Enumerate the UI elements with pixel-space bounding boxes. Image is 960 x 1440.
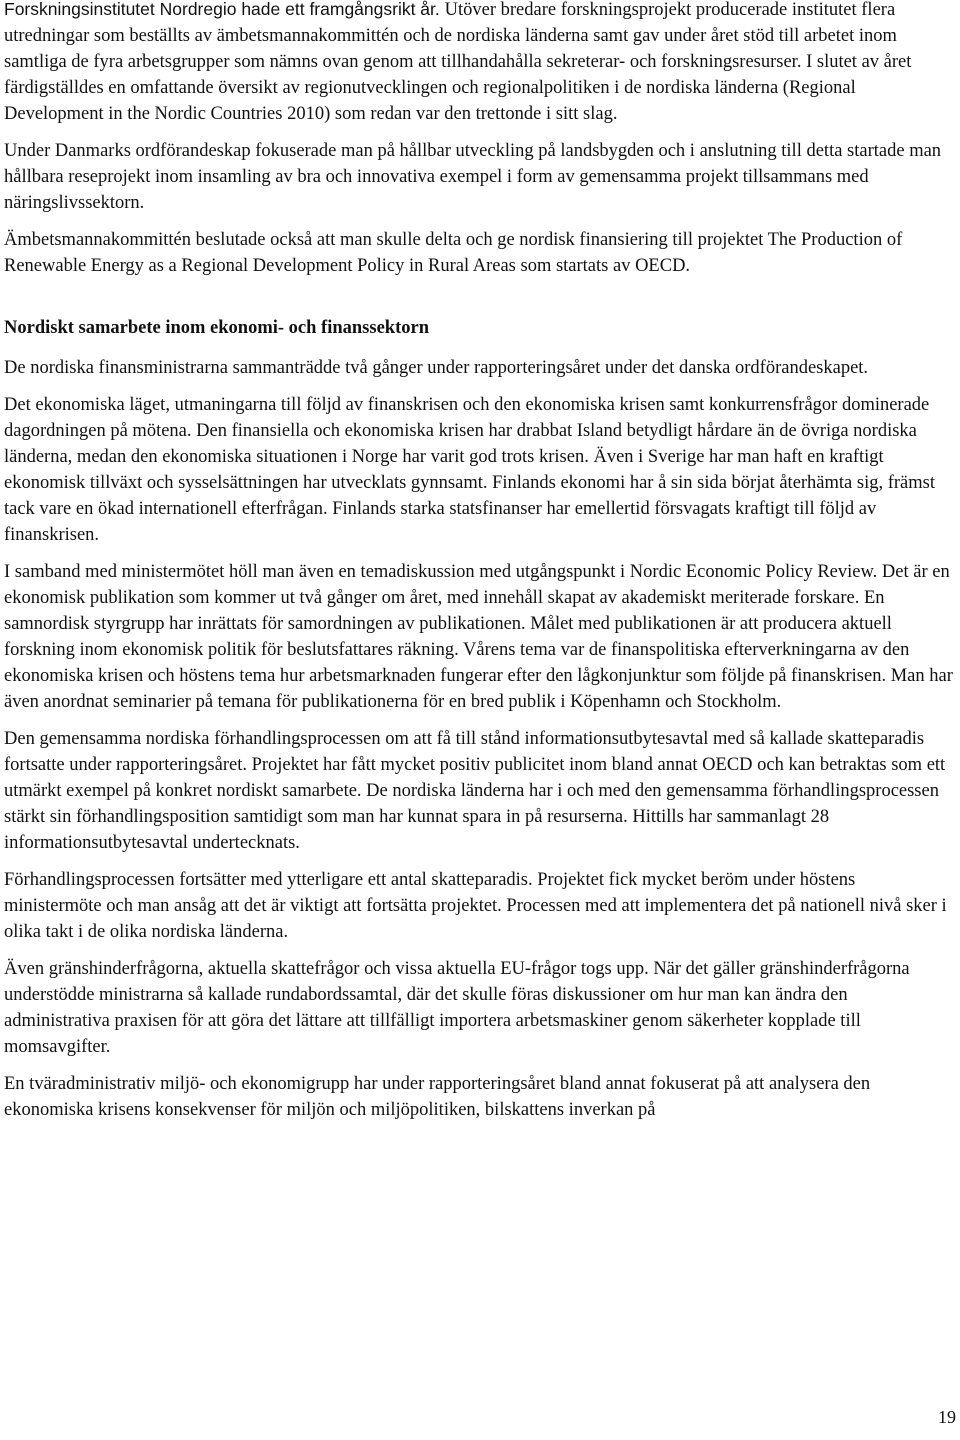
paragraph-nordregio	[4, 0, 956, 127]
paragraph-economic-situation: Det ekonomiska läget, utmaningarna till följd av finanskrisen och den ekonomiska krisen samt konkurrensfrågor dominerade dagordningen på mötena. Den finansiella och ekonomiska krisen har drabbat Island betydligt hårdare än de övriga nordiska länderna, medan den ekonomiska situationen i Norge har varit god trots krisen. Även i Sverige har man haft en kraftigt ekonomisk tillväxt och sysselsättningen har utvecklats gynnsamt. Finlands ekonomi har å sin sida börjat återhämta sig, främst tack vare en ökad internationell efterfrågan. Finlands starka statsfinanser har emellertid försvagats kraftigt till följd av finanskrisen.	[4, 395, 935, 545]
paragraph-nordregio-intro: Forskningsinstitutet Nordregio hade ett framgångsrikt år.	[4, 0, 445, 19]
paragraph-tax-havens: Den gemensamma nordiska förhandlingsprocessen om att få till stånd informationsutbytesavtal med så kallade skatteparadis fortsatte under rapporteringsåret. Projektet har fått mycket positiv publicitet inom bland annat OECD och kan betraktas som ett utmärkt exempel på konkret nordiskt samarbete. De nordiska länderna har i och med den gemensamma förhandlingsprocessen stärkt sin förhandlingsposition samtidigt som man har kunnat spara in på resurserna. Hittills har sammanlagt 28 informationsutbytesavtal undertecknats.	[4, 729, 946, 853]
paragraph-nordregio-body: Utöver bredare forskningsprojekt producerade institutet flera utredningar som beställts av ämbetsmannakommittén och de nordiska länderna samt gav under året stöd till arbetet inom samtliga de fyra arbetsgrupper som nämns ovan genom att tillhandahålla sekreterar- och forskningsresurser.	[4, 0, 897, 72]
paragraph-border-barriers: Även gränshinderfrågorna, aktuella skattefrågor och vissa aktuella EU-frågor togs upp. När det gäller gränshinderfrågorna understödde ministrarna så kallade rundabordssamtal, där det skulle föras diskussioner om hur man kan ändra den administrativa praxisen för att göra det lättare att tillfälligt importera arbetsmaskiner genom säkerheter kopplade till momsavgifter.	[4, 959, 910, 1057]
page-number: 19	[938, 1407, 956, 1427]
paragraph-finance-ministers: De nordiska finansministrarna sammanträdde två gånger under rapporteringsåret under det danska ordförandeskapet.	[4, 358, 869, 378]
paragraph-nordregio-overview: I slutet av året färdigställdes en omfattande översikt av regionutvecklingen och regionalpolitiken i de nordiska länderna (Regional Development in the Nordic Countries 2010) som redan var den trettonde i sitt slag.	[4, 52, 912, 124]
paragraph-environment-economy: En tväradministrativ miljö- och ekonomigrupp har under rapporteringsåret bland annat fokuserat på att analysera den ekonomiska krisens konsekvenser för miljön och miljöpolitiken, bilskattens inverkan på	[4, 1074, 871, 1120]
paragraph-oecd-project: Ämbetsmannakommittén beslutade också att man skulle delta och ge nordisk finansiering till projektet The Production of Renewable Energy as a Regional Development Policy in Rural Areas som startats av OECD.	[4, 230, 903, 276]
paragraph-policy-review: I samband med ministermötet höll man även en temadiskussion med utgångspunkt i Nordic Economic Policy Review. Det är en ekonomisk publikation som kommer ut två gånger om året, med innehåll skapat av akademiskt meriterade forskare. En samnordisk styrgrupp har inrättats för samordningen av publikationen. Målet med publikationen är att producera aktuell forskning inom ekonomisk politik för beslutsfattares räkning. Vårens tema var de finanspolitiska efterverkningarna av den ekonomiska krisen och höstens tema hur arbetsmarknaden fungerar efter den lågkonjunktur som följde på finanskrisen. Man har även anordnat seminarier på temana för publikationerna för en bred publik i Köpenhamn och Stockholm.	[4, 562, 953, 712]
document-page	[4, 0, 956, 1134]
paragraph-danish-presidency: Under Danmarks ordförandeskap fokuserade man på hållbar utveckling på landsbygden och i anslutning till detta startade man hållbara reseprojekt inom insamling av bra och innovativa exempel i form av gemensamma projekt tillsammans med näringslivssektorn.	[4, 141, 942, 213]
paragraph-negotiation-process: Förhandlingsprocessen fortsätter med ytterligare ett antal skatteparadis. Projektet fick mycket beröm under höstens ministermöte och man ansåg att det är viktigt att fortsätta projektet. Processen med att implementera det på nationell nivå sker i olika takt i de olika nordiska länderna.	[4, 870, 947, 942]
section-heading: Nordiskt samarbete inom ekonomi- och finanssektorn	[4, 318, 429, 338]
